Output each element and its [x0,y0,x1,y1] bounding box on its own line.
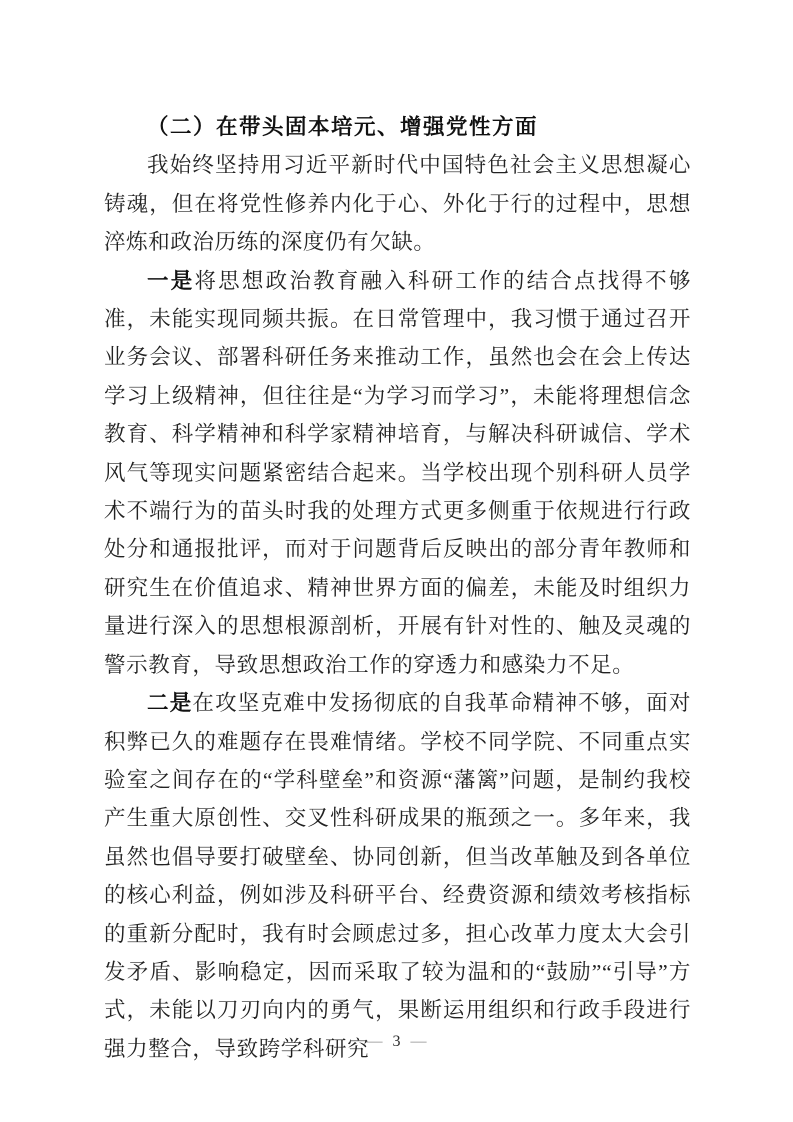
paragraph-intro [104,146,691,261]
text-block [104,108,691,1068]
paragraph-text: 我始终坚持用习近平新时代中国特色社会主义思想凝心铸魂，但在将党性修养内化于心、外化于行的过程中，思想淬炼和政治历练的深度仍有欠缺。 [104,153,691,255]
paragraph-text: 将思想政治教育融入科研工作的结合点找得不够准，未能实现同频共振。在日常管理中，我习惯于通过召开业务会议、部署科研任务来推动工作，虽然也会在会上传达学习上级精神，但往往是“为学习而学习”，未能将理想信念教育、科学精神和科学家精神培育，与解决科研诚信、学术风气等现实问题紧密结合起来。当学校出现个别科研人员学术不端行为的苗头时我的处理方式更多侧重于依规进行行政处分和通报批评，而对于问题背后反映出的部分青年教师和研究生在价值追求、精神世界方面的偏差，未能及时组织力量进行深入的思想根源剖析，开展有针对性的、触及灵魂的警示教育，导致思想政治工作的穿透力和感染力不足。 [104,268,691,677]
footer-dash-right: — [410,1033,427,1050]
paragraph-lead: 二是 [147,691,193,716]
page-footer [0,1033,793,1051]
paragraph-text: 在攻坚克难中发扬彻底的自我革命精神不够，面对积弊已久的难题存在畏难情绪。学校不同学院、不同重点实验室之间存在的“学科壁垒”和资源“藩篱”问题，是制约我校产生重大原创性、交叉性科研成果的瓶颈之一。多年来，我虽然也倡导要打破壁垒、协同创新，但当改革触及到各单位的核心利益，例如涉及科研平台、经费资源和绩效考核指标的重新分配时，我有时会顾虑过多，担心改革力度太大会引发矛盾、影响稳定，因而采取了较为温和的“鼓励”“引导”方式，未能以刀刃向内的勇气，果断运用组织和行政手段进行强力整合，导致跨学科研究 [104,691,692,1061]
footer-dash-left: — [366,1033,383,1050]
paragraph-second-point [104,684,691,1068]
paragraph-first-point [104,262,691,684]
section-heading: （二）在带头固本培元、增强党性方面 [147,115,539,139]
page-number: 3 [392,1033,401,1050]
paragraph-lead: 一是 [147,268,195,293]
